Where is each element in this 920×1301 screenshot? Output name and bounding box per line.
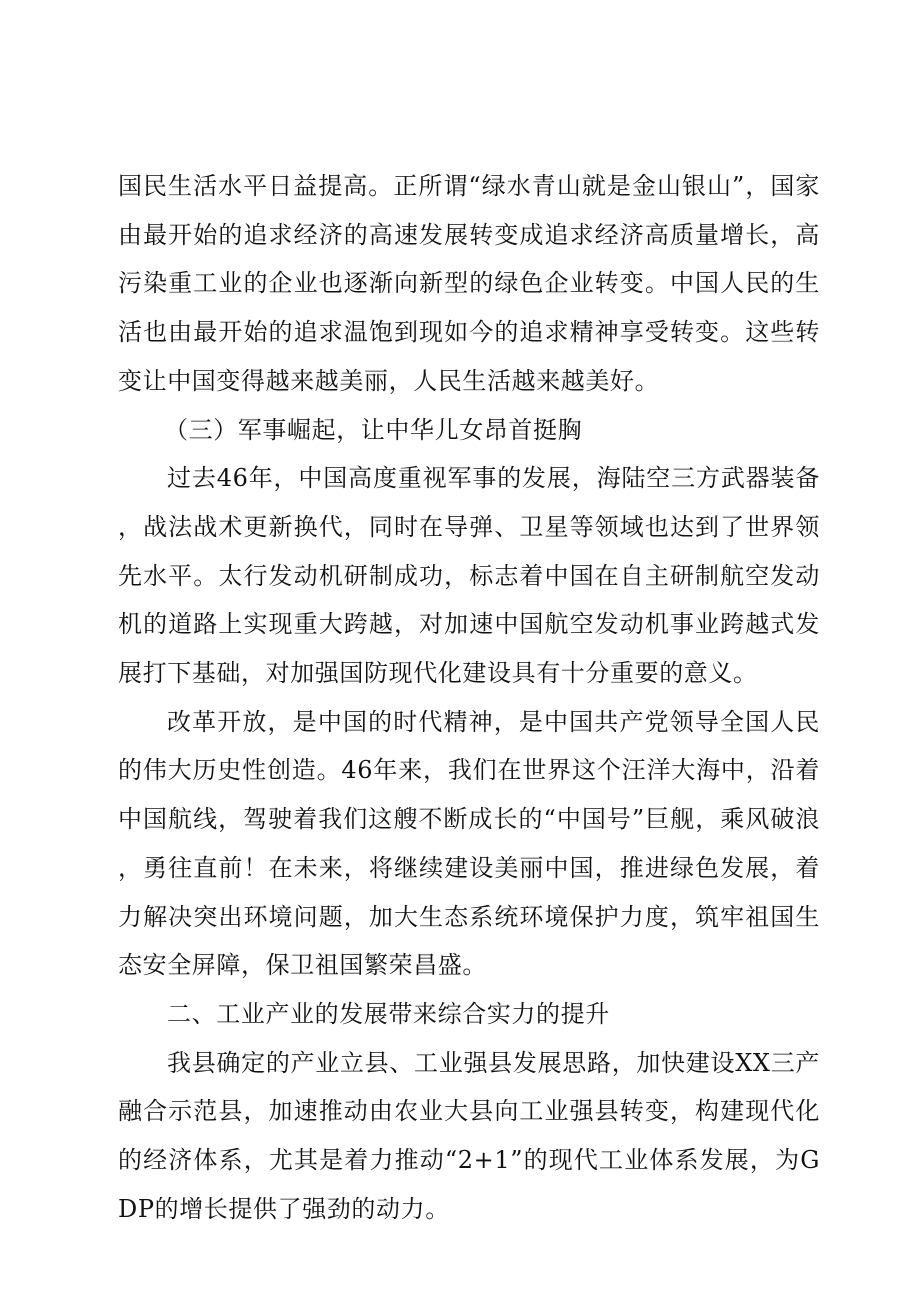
paragraph-environment-transformation: 国民生活水平日益提高。正所谓“绿水青山就是金山银山”，国家由最开始的追求经济的高速发展转变成追求经济高质量增长，高污染重工业的企业也逐渐向新型的绿色企业转变。中国人民的生活也由最开始的追求温饱到现如今的追求精神享受转变。这些转变让中国变得越来越美丽，人民生活越来越美好。 (118, 172, 820, 395)
section-heading-industrial-development: 二、工业产业的发展带来综合实力的提升 (167, 999, 610, 1028)
section-heading-military-rise: （三）军事崛起，让中华儿女昂首挺胸 (164, 415, 583, 444)
paragraph-reform-opening: 改革开放，是中国的时代精神，是中国共产党领导全国人民的伟大历史性创造。46年来，我们在世界这个汪洋大海中，沿着中国航线，驾驶着我们这艘不断成长的“中国号”巨舰，乘风破浪，勇往直前！在未来，将继续建设美丽中国，推进绿色发展，着力解决突出环境问题，加大生态系统环境保护力度，筑牢祖国生态安全屏障，保卫祖国繁荣昌盛。 (118, 707, 820, 980)
document-body (118, 162, 820, 1233)
paragraph-county-industry: 我县确定的产业立县、工业强县发展思路，加快建设XX三产融合示范县，加速推动由农业大县向工业强县转变，构建现代化的经济体系，尤其是着力推动“2+1”的现代工业体系发展，为GDP的增长提供了强劲的动力。 (118, 1048, 820, 1223)
paragraph-military-development: 过去46年，中国高度重视军事的发展，海陆空三方武器装备，战法战术更新换代，同时在导弹、卫星等领域也达到了世界领先水平。太行发动机研制成功，标志着中国在自主研制航空发动机的道路上实现重大跨越，对加速中国航空发动机事业跨越式发展打下基础，对加强国防现代化建设具有十分重要的意义。 (118, 464, 820, 688)
